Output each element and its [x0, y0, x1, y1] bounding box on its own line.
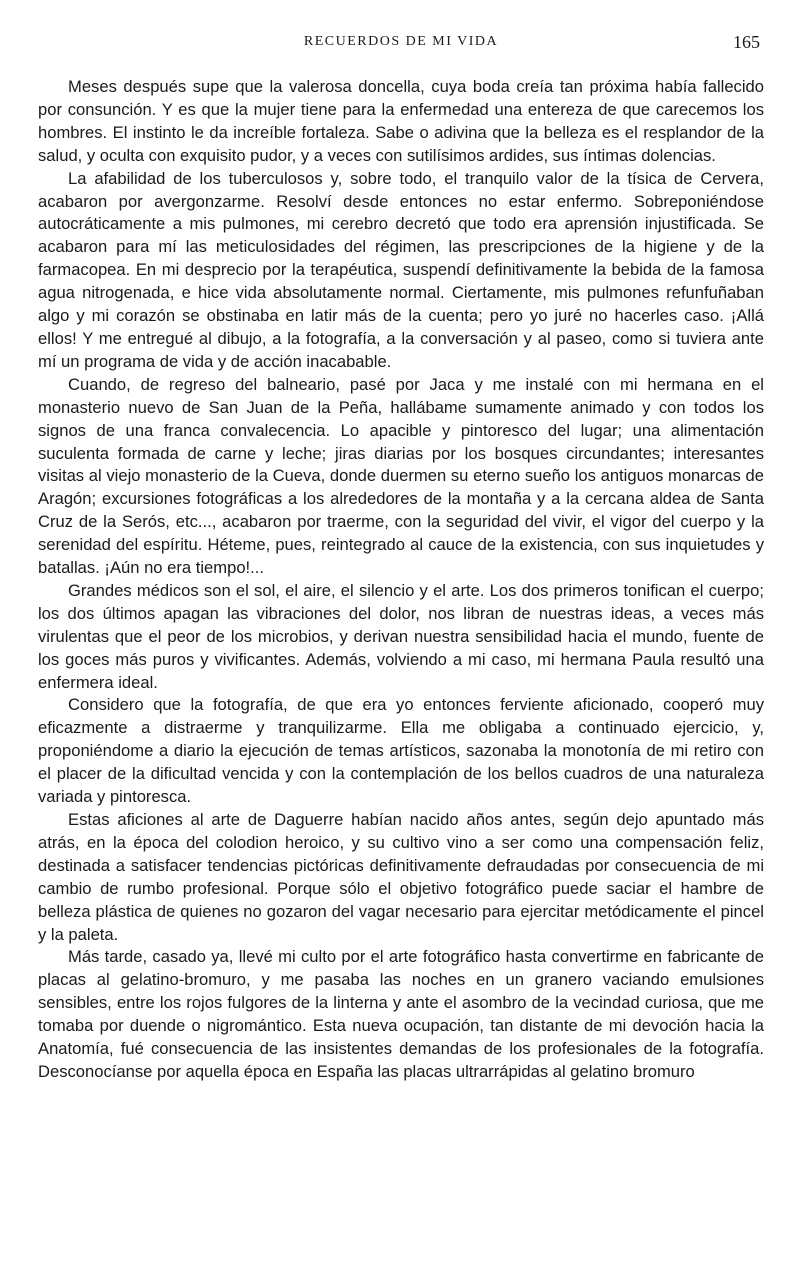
paragraph: Meses después supe que la valerosa doncella, cuya boda creía tan próxima había fallecido por consunción. Y es que la mujer tiene para la enfermedad una entereza de que carecemos los hombres. El instinto le da increíble fortaleza. Sabe o adivina que la belleza es el resplandor de la salud, y oculta con exquisito pudor, y a veces con sutilísimos ardides, sus íntimas dolencias. [38, 77, 764, 165]
paragraph: Grandes médicos son el sol, el aire, el silencio y el arte. Los dos primeros tonifican el cuerpo; los dos últimos apagan las vibraciones del dolor, nos libran de nuestras ideas, a veces más virulentas que el peor de los microbios, y derivan nuestra sensibilidad hacia el mundo, fuente de los goces más puros y vivificantes. Además, volviendo a mi caso, mi hermana Paula resultó una enfermera ideal. [38, 580, 764, 692]
page-number: 165 [733, 32, 760, 52]
paragraph: Cuando, de regreso del balneario, pasé por Jaca y me instalé con mi hermana en el monasterio nuevo de San Juan de la Peña, hallábame sumamente animado y con todos los signos de una franca convalecencia. Lo apacible y pintoresco del lugar; una alimentación suculenta formada de carne y leche; jiras diarias por los bosques circundantes; interesantes visitas al viejo monasterio de la Cueva, donde duermen su eterno sueño los antiguos monarcas de Aragón; excursiones fotográficas a los alrededores de la montaña y a la cercana aldea de Santa Cruz de la Serós, etc..., acabaron por traerme, con la seguridad del vivir, el vigor del cuerpo y la serenidad del espíritu. Héteme, pues, reintegrado al cauce de la existencia, con sus inquietudes y batallas. ¡Aún no era tiempo!... [38, 374, 764, 578]
body-text [38, 76, 764, 1084]
paragraph: La afabilidad de los tuberculosos y, sobre todo, el tranquilo valor de la tísica de Cervera, acabaron por avergonzarme. Resolví desde entonces no estar enfermo. Sobreponiéndose autocráticamente a mis pulmones, mi cerebro decretó que todo era aprensión injustificada. Se acabaron para mí las meticulosidades del régimen, las prescripciones de la higiene y de la farmacopea. En mi desprecio por la terapéutica, suspendí definitivamente la bebida de la famosa agua nitrogenada, e hice vida absolutamente normal. Ciertamente, mis pulmones refunfuñaban algo y mi corazón se obstinaba en latir más de la cuenta; pero yo juré no hacerles caso. ¡Allá ellos! Y me entregué al dibujo, a la fotografía, a la conversación y al paseo, como si tuviera ante mí un programa de vida y de acción inacabable. [38, 168, 764, 371]
paragraph: Estas aficiones al arte de Daguerre habían nacido años antes, según dejo apuntado más atrás, en la época del colodion heroico, y su cultivo vino a ser como una compensación feliz, destinada a satisfacer tendencias pictóricas definitivamente defraudadas por consecuencia de mi cambio de rumbo profesional. Porque sólo el objetivo fotográfico puede saciar el hambre de belleza plástica de quienes no gozaron del vagar necesario para ejercitar metódicamente el pincel y la paleta. [38, 810, 764, 944]
paragraph: Considero que la fotografía, de que era yo entonces ferviente aficionado, cooperó muy eficazmente a distraerme y tranquilizarme. Ella me obligaba a continuado ejercicio, y, proponiéndome a diario la ejecución de temas artísticos, sazonaba la monotonía de mi retiro con el placer de la dificultad vencida y con la contemplación de los bellos cuadros de una naturaleza variada y pintoresca. [38, 695, 764, 807]
page-header [38, 34, 764, 62]
paragraph: Más tarde, casado ya, llevé mi culto por el arte fotográfico hasta convertirme en fabricante de placas al gelatino-bromuro, y me pasaba las noches en un granero vaciando emulsiones sensibles, entre los rojos fulgores de la linterna y ante el asombro de la vecindad curiosa, que me tomaba por duende o nigromántico. Esta nueva ocupación, tan distante de mi devoción hacia la Anatomía, fué consecuencia de las insistentes demandas de los profesionales de la fotografía. Desconocíanse por aquella época en España las placas ultrarrápidas al gelatino bromuro [38, 947, 764, 1081]
running-title: RECUERDOS DE MI VIDA [303, 34, 499, 49]
